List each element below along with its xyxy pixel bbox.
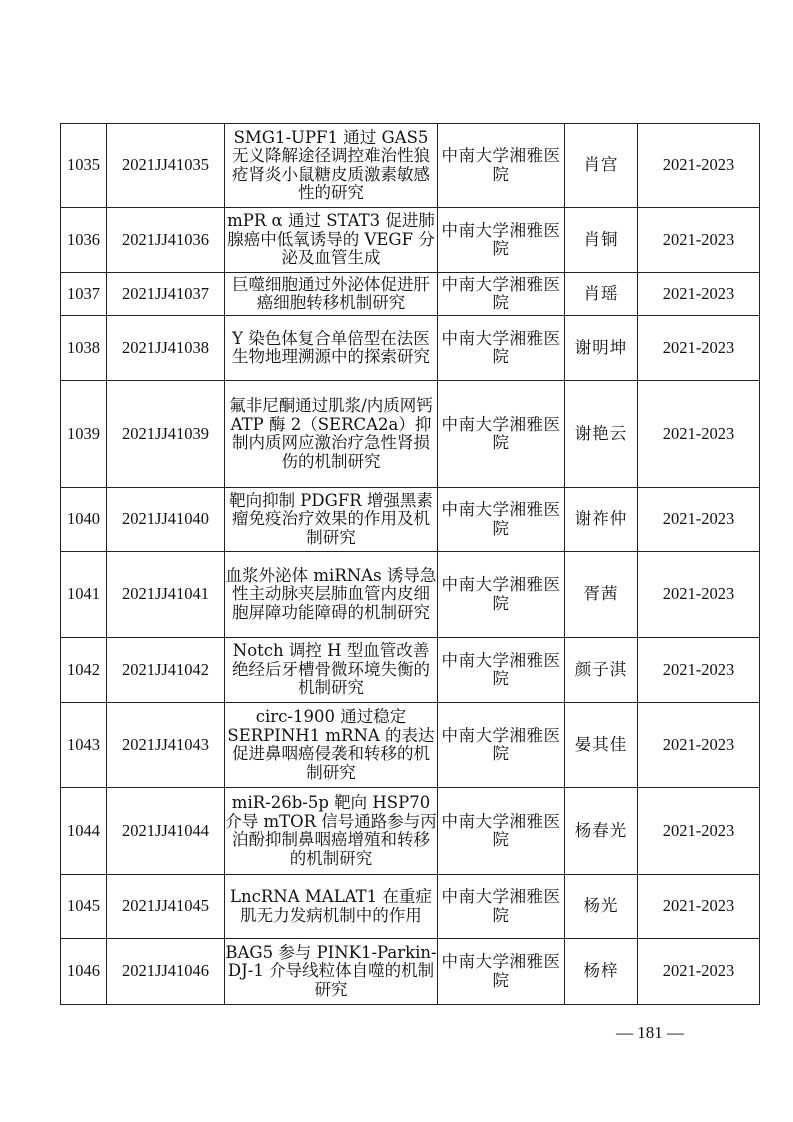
row-number: 1036	[61, 208, 107, 273]
project-period: 2021-2023	[638, 875, 760, 939]
row-number: 1039	[61, 381, 107, 488]
row-number: 1043	[61, 703, 107, 788]
project-title: 靶向抑制 PDGFR 增强黑素瘤免疫治疗效果的作用及机制研究	[225, 488, 438, 552]
row-number: 1037	[61, 273, 107, 316]
table-row	[61, 208, 760, 273]
project-id: 2021JJ41038	[107, 316, 225, 381]
row-number: 1041	[61, 552, 107, 638]
principal-investigator: 晏其佳	[565, 703, 638, 788]
project-title: LncRNA MALAT1 在重症肌无力发病机制中的作用	[225, 875, 438, 939]
table-row	[61, 939, 760, 1005]
page-number: — 181 —	[616, 1023, 684, 1042]
project-period: 2021-2023	[638, 638, 760, 703]
table-row	[61, 552, 760, 638]
principal-investigator: 杨春光	[565, 788, 638, 875]
project-id: 2021JJ41043	[107, 703, 225, 788]
row-number: 1038	[61, 316, 107, 381]
table-row	[61, 381, 760, 488]
project-table	[60, 123, 760, 1005]
project-title: BAG5 参与 PINK1-Parkin-DJ-1 介导线粒体自噬的机制研究	[225, 939, 438, 1005]
row-number: 1046	[61, 939, 107, 1005]
project-period: 2021-2023	[638, 939, 760, 1005]
table-row	[61, 124, 760, 208]
project-period: 2021-2023	[638, 703, 760, 788]
principal-investigator: 肖宫	[565, 124, 638, 208]
principal-investigator: 肖铜	[565, 208, 638, 273]
project-id: 2021JJ41046	[107, 939, 225, 1005]
project-id: 2021JJ41044	[107, 788, 225, 875]
institution: 中南大学湘雅医院	[438, 788, 565, 875]
principal-investigator: 颜子淇	[565, 638, 638, 703]
project-title: mPR α 通过 STAT3 促进肺腺癌中低氧诱导的 VEGF 分泌及血管生成	[225, 208, 438, 273]
principal-investigator: 胥茜	[565, 552, 638, 638]
project-title: 氟非尼酮通过肌浆/内质网钙 ATP 酶 2（SERCA2a）抑制内质网应激治疗急性肾损伤的机制研究	[225, 381, 438, 488]
table-row	[61, 488, 760, 552]
project-id: 2021JJ41036	[107, 208, 225, 273]
principal-investigator: 杨梓	[565, 939, 638, 1005]
project-id: 2021JJ41040	[107, 488, 225, 552]
table-row	[61, 703, 760, 788]
project-period: 2021-2023	[638, 273, 760, 316]
project-title: circ-1900 通过稳定 SERPINH1 mRNA 的表达促进鼻咽癌侵袭和转移的机制研究	[225, 703, 438, 788]
project-id: 2021JJ41041	[107, 552, 225, 638]
project-id: 2021JJ41042	[107, 638, 225, 703]
institution: 中南大学湘雅医院	[438, 875, 565, 939]
project-id: 2021JJ41035	[107, 124, 225, 208]
principal-investigator: 肖瑶	[565, 273, 638, 316]
institution: 中南大学湘雅医院	[438, 316, 565, 381]
principal-investigator: 杨光	[565, 875, 638, 939]
row-number: 1042	[61, 638, 107, 703]
project-id: 2021JJ41045	[107, 875, 225, 939]
institution: 中南大学湘雅医院	[438, 488, 565, 552]
table-row	[61, 788, 760, 875]
table-row	[61, 875, 760, 939]
project-period: 2021-2023	[638, 788, 760, 875]
institution: 中南大学湘雅医院	[438, 208, 565, 273]
row-number: 1045	[61, 875, 107, 939]
project-id: 2021JJ41037	[107, 273, 225, 316]
project-title: Notch 调控 H 型血管改善绝经后牙槽骨微环境失衡的机制研究	[225, 638, 438, 703]
principal-investigator: 谢祚仲	[565, 488, 638, 552]
institution: 中南大学湘雅医院	[438, 638, 565, 703]
project-title: Y 染色体复合单倍型在法医生物地理溯源中的探索研究	[225, 316, 438, 381]
project-id: 2021JJ41039	[107, 381, 225, 488]
project-period: 2021-2023	[638, 552, 760, 638]
principal-investigator: 谢明坤	[565, 316, 638, 381]
project-period: 2021-2023	[638, 124, 760, 208]
project-period: 2021-2023	[638, 488, 760, 552]
table-row	[61, 638, 760, 703]
project-title: SMG1-UPF1 通过 GAS5 无义降解途径调控难治性狼疮肾炎小鼠糖皮质激素敏感性的研究	[225, 124, 438, 208]
project-table-body	[61, 124, 760, 1005]
institution: 中南大学湘雅医院	[438, 939, 565, 1005]
institution: 中南大学湘雅医院	[438, 273, 565, 316]
row-number: 1040	[61, 488, 107, 552]
institution: 中南大学湘雅医院	[438, 703, 565, 788]
row-number: 1044	[61, 788, 107, 875]
table-row	[61, 316, 760, 381]
table-row	[61, 273, 760, 316]
institution: 中南大学湘雅医院	[438, 124, 565, 208]
principal-investigator: 谢艳云	[565, 381, 638, 488]
row-number: 1035	[61, 124, 107, 208]
project-title: 巨噬细胞通过外泌体促进肝癌细胞转移机制研究	[225, 273, 438, 316]
institution: 中南大学湘雅医院	[438, 381, 565, 488]
project-period: 2021-2023	[638, 208, 760, 273]
project-period: 2021-2023	[638, 381, 760, 488]
project-period: 2021-2023	[638, 316, 760, 381]
institution: 中南大学湘雅医院	[438, 552, 565, 638]
project-title: miR-26b-5p 靶向 HSP70 介导 mTOR 信号通路参与丙泊酚抑制鼻咽癌增殖和转移的机制研究	[225, 788, 438, 875]
project-title: 血浆外泌体 miRNAs 诱导急性主动脉夹层肺血管内皮细胞屏障功能障碍的机制研究	[225, 552, 438, 638]
